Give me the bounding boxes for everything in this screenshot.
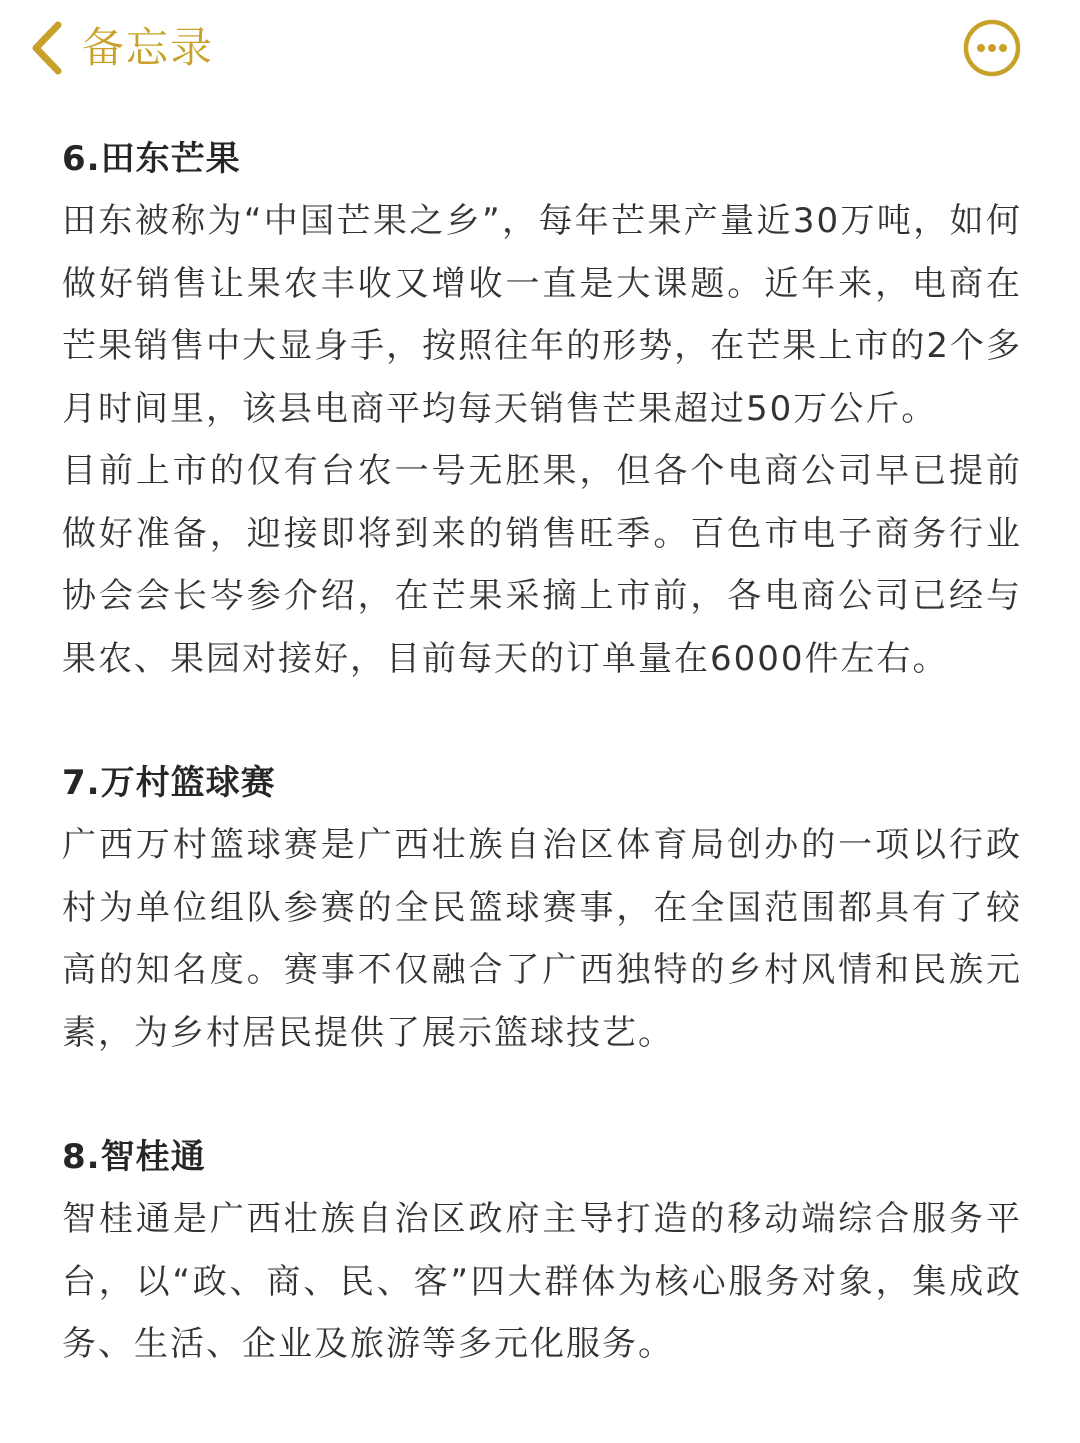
section-title: 7.万村篮球赛	[62, 763, 276, 803]
top-navigation-bar	[0, 0, 1080, 100]
paragraph: 目前上市的仅有台农一号无胚果，但各个电商公司早已提前做好准备，迎接即将到来的销售旺季。百色市电子商务行业协会会长岑参介绍，在芒果采摘上市前，各电商公司已经与果农、果园对接好，目前每天的订单量在6000件左右。	[62, 451, 1022, 679]
section-title: 8.智桂通	[62, 1137, 206, 1177]
note-content[interactable]	[62, 128, 1022, 1376]
more-dots-icon	[962, 18, 1022, 78]
section-zhiguitong	[62, 1126, 1022, 1376]
paragraph: 田东被称为“中国芒果之乡”，每年芒果产量近30万吨，如何做好销售让果农丰收又增收一直是大课题。近年来，电商在芒果销售中大显身手，按照往年的形势，在芒果上市的2个多月时间里，该县电商平均每天销售芒果超过50万公斤。	[62, 201, 1022, 429]
spacer	[62, 1064, 1022, 1126]
more-options-button[interactable]	[962, 18, 1022, 78]
paragraph: 智桂通是广西壮族自治区政府主导打造的移动端综合服务平台，以“政、商、民、客”四大群体为核心服务对象，集成政务、生活、企业及旅游等多元化服务。	[62, 1199, 1022, 1364]
section-village-basketball	[62, 752, 1022, 1064]
back-label: 备忘录	[82, 23, 215, 72]
paragraph: 广西万村篮球赛是广西壮族自治区体育局创办的一项以行政村为单位组队参赛的全民篮球赛事，在全国范围都具有了较高的知名度。赛事不仅融合了广西独特的乡村风情和民族元素，为乡村居民提供了展示篮球技艺。	[62, 825, 1022, 1053]
section-title: 6.田东芒果	[62, 139, 241, 179]
chevron-left-icon	[28, 20, 64, 76]
back-button[interactable]	[28, 18, 214, 78]
spacer	[62, 690, 1022, 752]
section-tiandong-mango	[62, 128, 1022, 690]
